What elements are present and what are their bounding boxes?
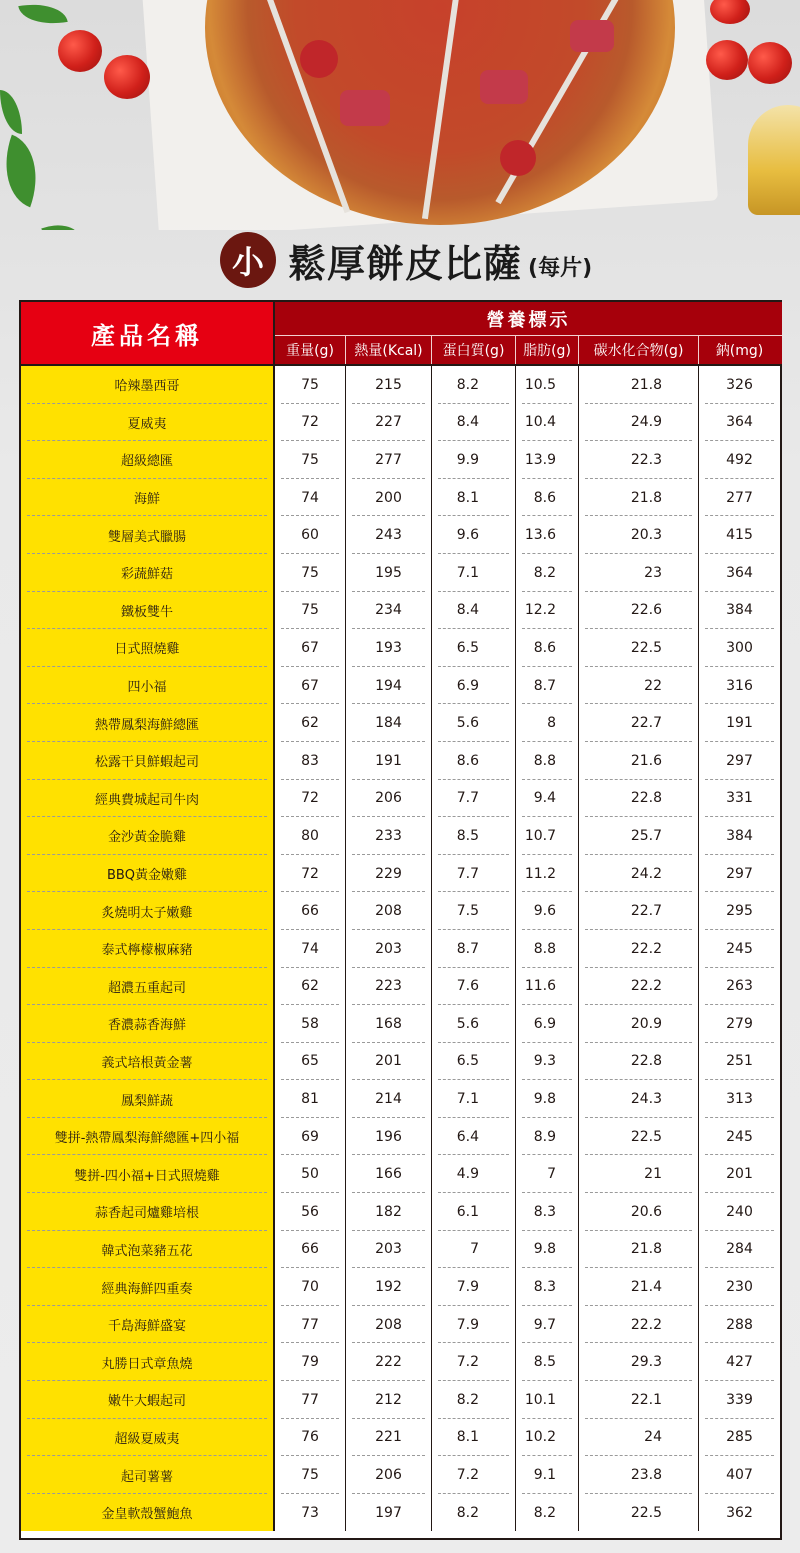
cell-calories: 184	[346, 704, 432, 742]
cell-product-name: 彩蔬鮮菇	[21, 554, 275, 592]
table-row	[21, 968, 780, 1006]
cell-fat: 13.6	[516, 516, 579, 554]
cell-product-name: 鐵板雙牛	[21, 592, 275, 630]
cell-weight: 69	[275, 1118, 346, 1156]
cell-sodium: 201	[699, 1155, 780, 1193]
cell-sodium: 316	[699, 667, 780, 705]
cell-protein: 8.2	[432, 1381, 516, 1419]
cell-fat: 6.9	[516, 1005, 579, 1043]
cell-product-name: 泰式檸檬椒麻豬	[21, 930, 275, 968]
cell-sodium: 295	[699, 892, 780, 930]
cell-product-name: 海鮮	[21, 479, 275, 517]
cell-carbs: 23.8	[579, 1456, 699, 1494]
cell-product-name: 日式照燒雞	[21, 629, 275, 667]
cell-protein: 7.9	[432, 1306, 516, 1344]
cell-fat: 8	[516, 704, 579, 742]
ham-topping	[480, 70, 528, 104]
table-row	[21, 1268, 780, 1306]
cell-calories: 277	[346, 441, 432, 479]
cell-sodium: 415	[699, 516, 780, 554]
cell-weight: 77	[275, 1381, 346, 1419]
cell-calories: 243	[346, 516, 432, 554]
cell-protein: 8.1	[432, 479, 516, 517]
pepperoni-topping	[300, 40, 338, 78]
cell-protein: 7.7	[432, 780, 516, 818]
cell-product-name: 嫩牛大蝦起司	[21, 1381, 275, 1419]
cell-carbs: 21	[579, 1155, 699, 1193]
cell-carbs: 21.6	[579, 742, 699, 780]
cell-carbs: 24	[579, 1419, 699, 1457]
cell-calories: 196	[346, 1118, 432, 1156]
cell-carbs: 22.5	[579, 1494, 699, 1532]
table-row	[21, 1419, 780, 1457]
olive-oil-jar	[748, 105, 800, 215]
cell-product-name: 金皇軟殼蟹鮑魚	[21, 1494, 275, 1532]
cell-protein: 6.5	[432, 1043, 516, 1081]
cell-protein: 8.4	[432, 404, 516, 442]
table-row	[21, 516, 780, 554]
cell-weight: 60	[275, 516, 346, 554]
cell-carbs: 22.3	[579, 441, 699, 479]
cell-protein: 7.6	[432, 968, 516, 1006]
table-row	[21, 554, 780, 592]
cell-calories: 166	[346, 1155, 432, 1193]
table-row	[21, 1231, 780, 1269]
cell-product-name: 超級總匯	[21, 441, 275, 479]
cell-protein: 8.5	[432, 817, 516, 855]
cell-calories: 223	[346, 968, 432, 1006]
cell-fat: 8.8	[516, 930, 579, 968]
cell-weight: 80	[275, 817, 346, 855]
cell-protein: 7.9	[432, 1268, 516, 1306]
cell-calories: 208	[346, 892, 432, 930]
cell-calories: 215	[346, 366, 432, 404]
cell-calories: 193	[346, 629, 432, 667]
basil-leaf	[0, 135, 51, 208]
cell-carbs: 22.2	[579, 930, 699, 968]
table-row	[21, 592, 780, 630]
table-row	[21, 366, 780, 404]
table-row	[21, 780, 780, 818]
table-row	[21, 441, 780, 479]
cell-weight: 74	[275, 930, 346, 968]
cell-sodium: 245	[699, 930, 780, 968]
cell-weight: 75	[275, 592, 346, 630]
cell-product-name: 蒜香起司爐雞培根	[21, 1193, 275, 1231]
col-header-weight: 重量(g)	[275, 336, 346, 364]
cell-fat: 10.7	[516, 817, 579, 855]
cell-sodium: 285	[699, 1419, 780, 1457]
cell-calories: 208	[346, 1306, 432, 1344]
cell-carbs: 22.8	[579, 780, 699, 818]
cell-protein: 7.1	[432, 554, 516, 592]
cell-sodium: 288	[699, 1306, 780, 1344]
cell-weight: 62	[275, 968, 346, 1006]
cell-protein: 6.9	[432, 667, 516, 705]
size-badge: 小	[220, 232, 276, 288]
cell-carbs: 21.8	[579, 366, 699, 404]
cell-sodium: 240	[699, 1193, 780, 1231]
nutrition-table	[19, 300, 782, 1540]
table-row	[21, 404, 780, 442]
cell-sodium: 313	[699, 1080, 780, 1118]
cell-weight: 81	[275, 1080, 346, 1118]
cell-weight: 67	[275, 667, 346, 705]
cell-carbs: 24.9	[579, 404, 699, 442]
table-row	[21, 1456, 780, 1494]
cell-product-name: 雙拼-熱帶鳳梨海鮮總匯+四小福	[21, 1118, 275, 1156]
cell-sodium: 362	[726, 1504, 753, 1521]
table-row	[21, 1381, 780, 1419]
cell-weight: 75	[275, 366, 346, 404]
table-row	[21, 1343, 780, 1381]
cell-product-name: 韓式泡菜豬五花	[21, 1231, 275, 1269]
cell-weight: 75	[275, 1456, 346, 1494]
cell-carbs: 22.6	[579, 592, 699, 630]
cell-carbs: 24.2	[579, 855, 699, 893]
cell-sodium: 384	[699, 817, 780, 855]
cell-product-name: 熱帶鳳梨海鮮總匯	[21, 704, 275, 742]
cell-calories: 203	[346, 1231, 432, 1269]
cell-fat: 11.2	[516, 855, 579, 893]
cell-calories: 182	[346, 1193, 432, 1231]
cell-carbs: 20.9	[579, 1005, 699, 1043]
basil-leaf	[41, 217, 80, 230]
col-header-sodium: 鈉(mg)	[715, 343, 764, 359]
cell-product-name: BBQ黃金嫩雞	[21, 855, 275, 893]
cell-fat: 10.5	[516, 366, 579, 404]
cell-fat: 13.9	[516, 441, 579, 479]
cell-weight: 72	[275, 780, 346, 818]
cell-protein: 8.2	[432, 1494, 516, 1532]
cell-fat: 8.2	[516, 1494, 579, 1532]
cell-calories: 222	[346, 1343, 432, 1381]
cell-fat: 11.6	[516, 968, 579, 1006]
table-row	[21, 892, 780, 930]
cell-weight: 56	[275, 1193, 346, 1231]
page-title	[220, 232, 592, 288]
cell-weight: 79	[275, 1343, 346, 1381]
cell-sodium: 427	[699, 1343, 780, 1381]
cell-calories: 214	[346, 1080, 432, 1118]
cell-sodium: 326	[699, 366, 780, 404]
cell-fat: 9.7	[516, 1306, 579, 1344]
table-row	[21, 1155, 780, 1193]
cell-fat: 9.1	[516, 1456, 579, 1494]
cell-carbs: 22.7	[579, 704, 699, 742]
product-name-header: 產品名稱	[21, 302, 275, 366]
column-headers	[275, 336, 782, 366]
cell-fat: 8.6	[516, 479, 579, 517]
table-row	[21, 704, 780, 742]
cell-calories: 194	[346, 667, 432, 705]
cell-calories: 229	[346, 855, 432, 893]
cell-carbs: 22.5	[579, 1118, 699, 1156]
cell-carbs: 22.7	[579, 892, 699, 930]
cell-sodium: 251	[699, 1043, 780, 1081]
cell-carbs: 20.3	[579, 516, 699, 554]
basil-leaf	[18, 0, 67, 30]
cell-product-name: 丸勝日式章魚燒	[21, 1343, 275, 1381]
cell-carbs: 21.8	[579, 479, 699, 517]
cell-sodium: 331	[699, 780, 780, 818]
table-row	[21, 479, 780, 517]
cell-fat: 9.4	[516, 780, 579, 818]
table-row	[21, 1043, 780, 1081]
cell-weight: 72	[275, 855, 346, 893]
cell-protein: 8.6	[432, 742, 516, 780]
cell-carbs: 25.7	[579, 817, 699, 855]
cell-protein: 5.6	[432, 1005, 516, 1043]
cell-protein: 7.7	[432, 855, 516, 893]
cell-calories: 227	[346, 404, 432, 442]
cell-product-name: 經典費城起司牛肉	[21, 780, 275, 818]
table-row	[21, 817, 780, 855]
ham-topping	[340, 90, 390, 126]
cell-carbs: 21.4	[579, 1268, 699, 1306]
table-row	[21, 930, 780, 968]
cell-fat: 9.8	[516, 1231, 579, 1269]
cell-fat: 8.7	[516, 667, 579, 705]
cell-calories: 195	[346, 554, 432, 592]
cell-weight: 67	[275, 629, 346, 667]
cell-product-name: 超濃五重起司	[21, 968, 275, 1006]
cell-carbs: 24.3	[579, 1080, 699, 1118]
cell-product-name: 雙層美式臘腸	[21, 516, 275, 554]
cell-calories: 206	[346, 780, 432, 818]
cell-carbs: 22.2	[579, 968, 699, 1006]
cell-carbs: 23	[579, 554, 699, 592]
table-row	[21, 742, 780, 780]
cell-product-name: 經典海鮮四重奏	[21, 1268, 275, 1306]
cell-sodium: 230	[699, 1268, 780, 1306]
title-sub: (每片)	[528, 255, 593, 281]
table-body	[21, 366, 780, 1531]
cell-protein: 6.4	[432, 1118, 516, 1156]
pepperoni-topping	[500, 140, 536, 176]
cell-fat: 8.3	[516, 1193, 579, 1231]
cell-weight: 62	[275, 704, 346, 742]
cell-product-name: 四小福	[21, 667, 275, 705]
cell-carbs: 22.2	[579, 1306, 699, 1344]
col-header-carbs: 碳水化合物(g)	[579, 336, 699, 364]
cell-product-name: 炙燒明太子嫩雞	[21, 892, 275, 930]
cell-sodium: 277	[699, 479, 780, 517]
table-row	[21, 855, 780, 893]
cell-sodium: 284	[699, 1231, 780, 1269]
cell-calories: 192	[346, 1268, 432, 1306]
cell-product-name: 哈辣墨西哥	[21, 366, 275, 404]
ham-topping	[570, 20, 614, 52]
cell-calories: 191	[346, 742, 432, 780]
cell-product-name: 夏威夷	[21, 404, 275, 442]
col-header-fat: 脂肪(g)	[516, 336, 579, 364]
cell-product-name: 香濃蒜香海鮮	[21, 1005, 275, 1043]
cell-fat: 9.3	[516, 1043, 579, 1081]
cell-fat: 10.1	[516, 1381, 579, 1419]
table-row	[21, 1306, 780, 1344]
cell-protein: 5.6	[432, 704, 516, 742]
col-header-protein: 蛋白質(g)	[432, 336, 516, 364]
tomato-image	[710, 0, 750, 24]
cell-calories: 212	[346, 1381, 432, 1419]
cell-weight: 70	[275, 1268, 346, 1306]
cell-protein: 8.1	[432, 1419, 516, 1457]
cell-protein: 6.1	[432, 1193, 516, 1231]
cell-carbs: 22.1	[579, 1381, 699, 1419]
cell-weight: 58	[275, 1005, 346, 1043]
cell-sodium: 191	[699, 704, 780, 742]
table-row	[21, 1080, 780, 1118]
cell-fat: 9.6	[516, 892, 579, 930]
tomato-image	[748, 42, 792, 84]
table-row	[21, 1494, 780, 1532]
cell-fat: 7	[516, 1155, 579, 1193]
cell-sodium: 245	[699, 1118, 780, 1156]
cell-protein: 7	[432, 1231, 516, 1269]
cell-calories: 201	[346, 1043, 432, 1081]
cell-carbs: 22	[579, 667, 699, 705]
cell-sodium: 364	[699, 404, 780, 442]
col-header-calories: 熱量(Kcal)	[346, 336, 432, 364]
cell-carbs: 22.5	[579, 629, 699, 667]
cell-weight: 73	[275, 1494, 346, 1532]
table-row	[21, 667, 780, 705]
cell-weight: 74	[275, 479, 346, 517]
cell-sodium: 279	[699, 1005, 780, 1043]
cell-weight: 77	[275, 1306, 346, 1344]
table-row	[21, 1193, 780, 1231]
cell-protein: 7.5	[432, 892, 516, 930]
cell-sodium: 263	[699, 968, 780, 1006]
cell-sodium: 492	[699, 441, 780, 479]
cell-calories: 200	[346, 479, 432, 517]
cell-weight: 50	[275, 1155, 346, 1193]
cell-sodium: 297	[699, 855, 780, 893]
cell-weight: 75	[275, 441, 346, 479]
cell-carbs: 29.3	[579, 1343, 699, 1381]
cell-product-name: 雙拼-四小福+日式照燒雞	[21, 1155, 275, 1193]
cell-protein: 8.7	[432, 930, 516, 968]
cell-fat: 8.6	[516, 629, 579, 667]
cell-carbs: 21.8	[579, 1231, 699, 1269]
title-main: 鬆厚餅皮比薩	[288, 241, 523, 286]
cell-fat: 8.2	[516, 554, 579, 592]
cell-weight: 66	[275, 1231, 346, 1269]
cell-sodium: 407	[699, 1456, 780, 1494]
cell-carbs: 22.8	[579, 1043, 699, 1081]
cell-weight: 76	[275, 1419, 346, 1457]
cell-product-name: 松露干貝鮮蝦起司	[21, 742, 275, 780]
cell-protein: 6.5	[432, 629, 516, 667]
cell-product-name: 千島海鮮盛宴	[21, 1306, 275, 1344]
cell-fat: 12.2	[516, 592, 579, 630]
cell-fat: 9.8	[516, 1080, 579, 1118]
cell-calories: 197	[346, 1494, 432, 1532]
cell-protein: 8.4	[432, 592, 516, 630]
table-row	[21, 1005, 780, 1043]
table-row	[21, 1118, 780, 1156]
cell-calories: 168	[346, 1005, 432, 1043]
cell-product-name: 義式培根黃金薯	[21, 1043, 275, 1081]
cell-protein: 4.9	[432, 1155, 516, 1193]
cell-protein: 9.9	[432, 441, 516, 479]
hero-image	[0, 0, 800, 230]
tomato-image	[58, 30, 102, 72]
cell-product-name: 鳳梨鮮蔬	[21, 1080, 275, 1118]
cell-protein: 7.2	[432, 1343, 516, 1381]
table-row	[21, 629, 780, 667]
cell-protein: 8.2	[432, 366, 516, 404]
cell-weight: 66	[275, 892, 346, 930]
cell-weight: 65	[275, 1043, 346, 1081]
cell-calories: 234	[346, 592, 432, 630]
cell-protein: 9.6	[432, 516, 516, 554]
cell-fat: 10.4	[516, 404, 579, 442]
cell-sodium: 339	[699, 1381, 780, 1419]
nutrition-group-header: 營養標示	[275, 302, 782, 336]
basil-leaf	[0, 90, 22, 134]
cell-product-name: 超級夏威夷	[21, 1419, 275, 1457]
cell-fat: 8.9	[516, 1118, 579, 1156]
cell-fat: 10.2	[516, 1419, 579, 1457]
tomato-image	[706, 40, 748, 80]
cell-product-name: 起司薯薯	[21, 1456, 275, 1494]
cell-calories: 221	[346, 1419, 432, 1457]
cell-weight: 75	[275, 554, 346, 592]
cell-protein: 7.2	[432, 1456, 516, 1494]
cell-weight: 72	[275, 404, 346, 442]
cell-sodium: 364	[699, 554, 780, 592]
cell-fat: 8.8	[516, 742, 579, 780]
cell-fat: 8.5	[516, 1343, 579, 1381]
cell-fat: 8.3	[516, 1268, 579, 1306]
cell-calories: 203	[346, 930, 432, 968]
tomato-image	[104, 55, 150, 99]
cell-protein: 7.1	[432, 1080, 516, 1118]
cell-product-name: 金沙黃金脆雞	[21, 817, 275, 855]
cell-sodium: 384	[699, 592, 780, 630]
cell-calories: 233	[346, 817, 432, 855]
cell-calories: 206	[346, 1456, 432, 1494]
cell-carbs: 20.6	[579, 1193, 699, 1231]
cell-sodium: 300	[699, 629, 780, 667]
cell-sodium: 297	[699, 742, 780, 780]
cell-weight: 83	[275, 742, 346, 780]
